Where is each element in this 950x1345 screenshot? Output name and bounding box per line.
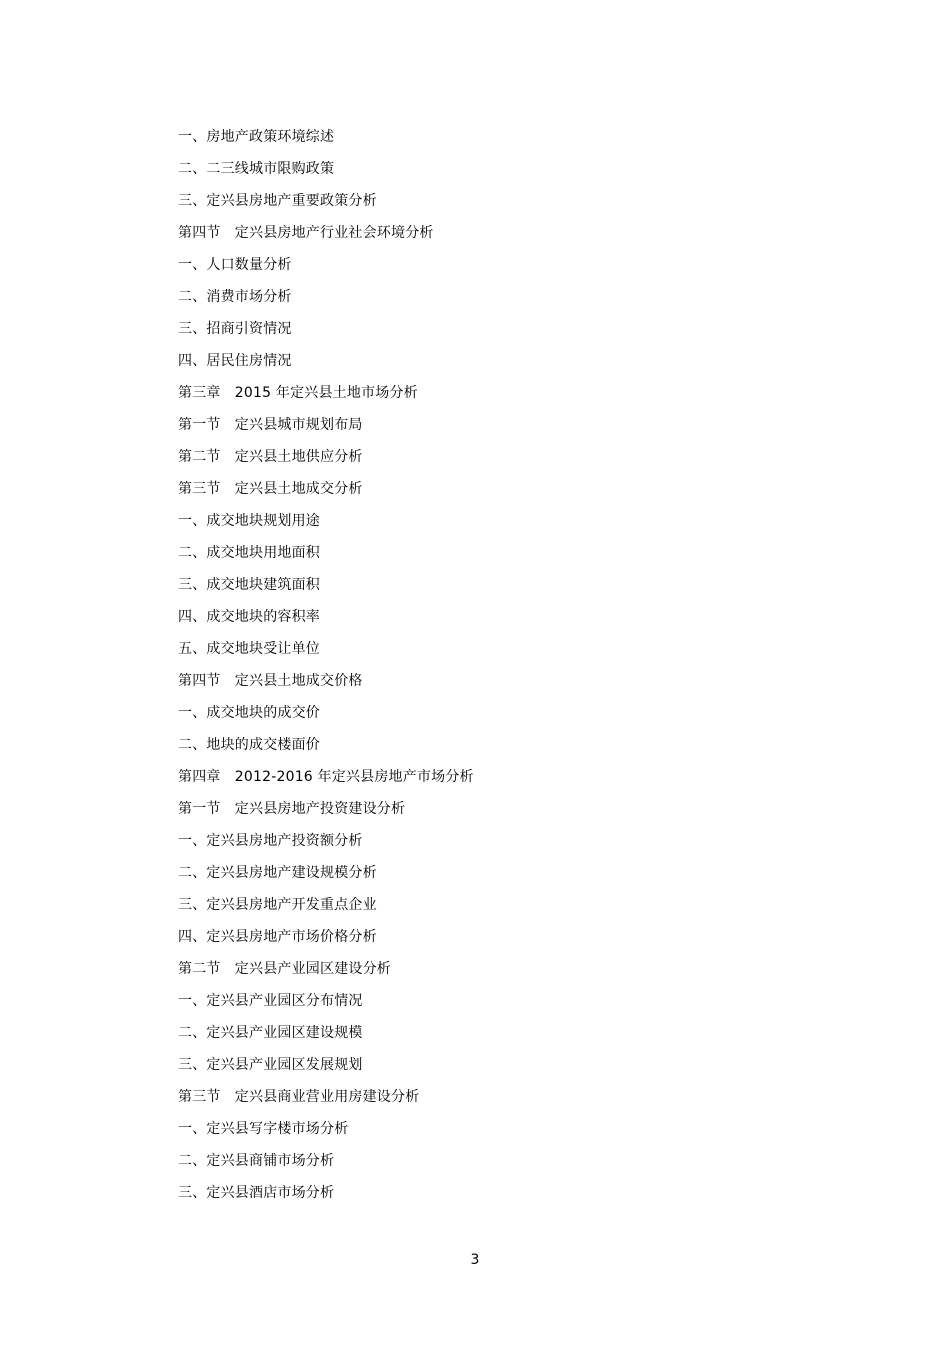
toc-line: 第三节 定兴县土地成交分析 [178,481,363,497]
toc-line: 第四节 定兴县土地成交价格 [178,673,363,689]
toc-line: 一、成交地块的成交价 [178,705,320,721]
toc-line: 二、定兴县产业园区建设规模 [178,1025,363,1041]
toc-line: 一、定兴县房地产投资额分析 [178,833,363,849]
toc-line: 五、成交地块受让单位 [178,641,320,657]
toc-line: 二、地块的成交楼面价 [178,737,320,753]
toc-line: 一、房地产政策环境综述 [178,129,335,145]
toc-line: 三、招商引资情况 [178,321,292,337]
toc-line: 第一节 定兴县房地产投资建设分析 [178,801,406,817]
toc-line: 三、定兴县酒店市场分析 [178,1185,335,1201]
toc-line: 三、定兴县产业园区发展规划 [178,1057,363,1073]
toc-line: 二、定兴县商铺市场分析 [178,1153,335,1169]
toc-line: 一、定兴县写字楼市场分析 [178,1121,349,1137]
table-of-contents [178,124,798,1212]
toc-line: 第四节 定兴县房地产行业社会环境分析 [178,225,434,241]
toc-line: 第三节 定兴县商业营业用房建设分析 [178,1089,420,1105]
toc-line: 第二节 定兴县产业园区建设分析 [178,961,391,977]
toc-line: 三、成交地块建筑面积 [178,577,320,593]
toc-line: 三、定兴县房地产开发重点企业 [178,897,377,913]
page-number: 3 [470,1252,480,1268]
toc-line: 二、二三线城市限购政策 [178,161,335,177]
toc-line: 第四章 2012-2016 年定兴县房地产市场分析 [178,769,474,785]
toc-line: 一、成交地块规划用途 [178,513,320,529]
toc-line: 四、定兴县房地产市场价格分析 [178,929,377,945]
toc-line: 二、消费市场分析 [178,289,292,305]
toc-line: 第一节 定兴县城市规划布局 [178,417,363,433]
toc-line: 三、定兴县房地产重要政策分析 [178,193,377,209]
toc-line: 四、成交地块的容积率 [178,609,320,625]
toc-line: 二、定兴县房地产建设规模分析 [178,865,377,881]
toc-line: 四、居民住房情况 [178,353,292,369]
toc-line: 一、定兴县产业园区分布情况 [178,993,363,1009]
toc-line: 第二节 定兴县土地供应分析 [178,449,363,465]
toc-line: 第三章 2015 年定兴县土地市场分析 [178,385,418,401]
toc-line: 二、成交地块用地面积 [178,545,320,561]
toc-line: 一、人口数量分析 [178,257,292,273]
